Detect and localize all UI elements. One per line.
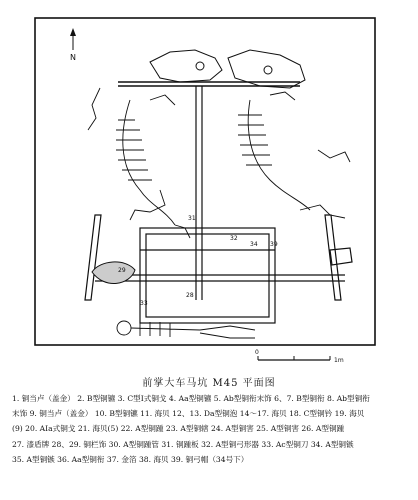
scale-start: 0 bbox=[255, 349, 259, 356]
chariot-axle bbox=[95, 275, 345, 281]
north-arrow-icon bbox=[70, 28, 76, 50]
plan-label-31: 31 bbox=[188, 215, 196, 222]
legend-line: 27. 漆盾牌 28、29. 铜栏饰 30. A型铜踵管 31. 铜踵板 32. A型铜弓形器 33. Ac型铜刀 34. A型铜镞 bbox=[12, 439, 354, 449]
plan-label-28: 28 bbox=[186, 292, 194, 299]
yoke bbox=[118, 82, 300, 86]
legend bbox=[12, 391, 410, 467]
chariot-pole bbox=[196, 86, 202, 300]
legend-line: (9) 20. AⅠa式铜戈 21. 海贝(5) 22. A型铜踵 23. A型铜辖 24. A型铜害 25. A型铜害 26. A型铜踵 bbox=[12, 424, 345, 434]
scale-bar bbox=[255, 349, 344, 364]
right-horse-skeleton bbox=[238, 92, 350, 218]
legend-line: 35. A型铜镞 36. Aa型铜衔 37. 金箔 38. 海贝 39. 铜弓帽（34号下） bbox=[12, 454, 249, 464]
plan-label-34: 34 bbox=[250, 241, 258, 248]
legend-line: 1. 铜当卢（盖金） 2. B型铜镳 3. C型Ⅰ式铜戈 4. Aa型铜镳 5. Ab型铜衔末饰 6、7. B型铜衔 8. Ab型铜衔 bbox=[12, 394, 370, 403]
scale-end: 1m bbox=[334, 357, 344, 364]
north-label: N bbox=[70, 53, 76, 62]
plan-label-32: 32 bbox=[230, 235, 238, 242]
plan-label-29: 29 bbox=[118, 267, 126, 274]
plan-label-33: 33 bbox=[140, 300, 148, 307]
legend-line: 末饰 9. 铜当卢（盖金） 10. B型铜镳 11. 海贝 12、13. Da型铜泡 14～17. 海贝 18. C型铜钤 19. 海贝 bbox=[12, 409, 365, 419]
left-horse-skeleton bbox=[88, 88, 190, 238]
plan-label-39: 39 bbox=[270, 241, 278, 248]
figure-title: 前掌大车马坑 M45 平面图 bbox=[142, 378, 276, 389]
shield bbox=[92, 262, 135, 284]
